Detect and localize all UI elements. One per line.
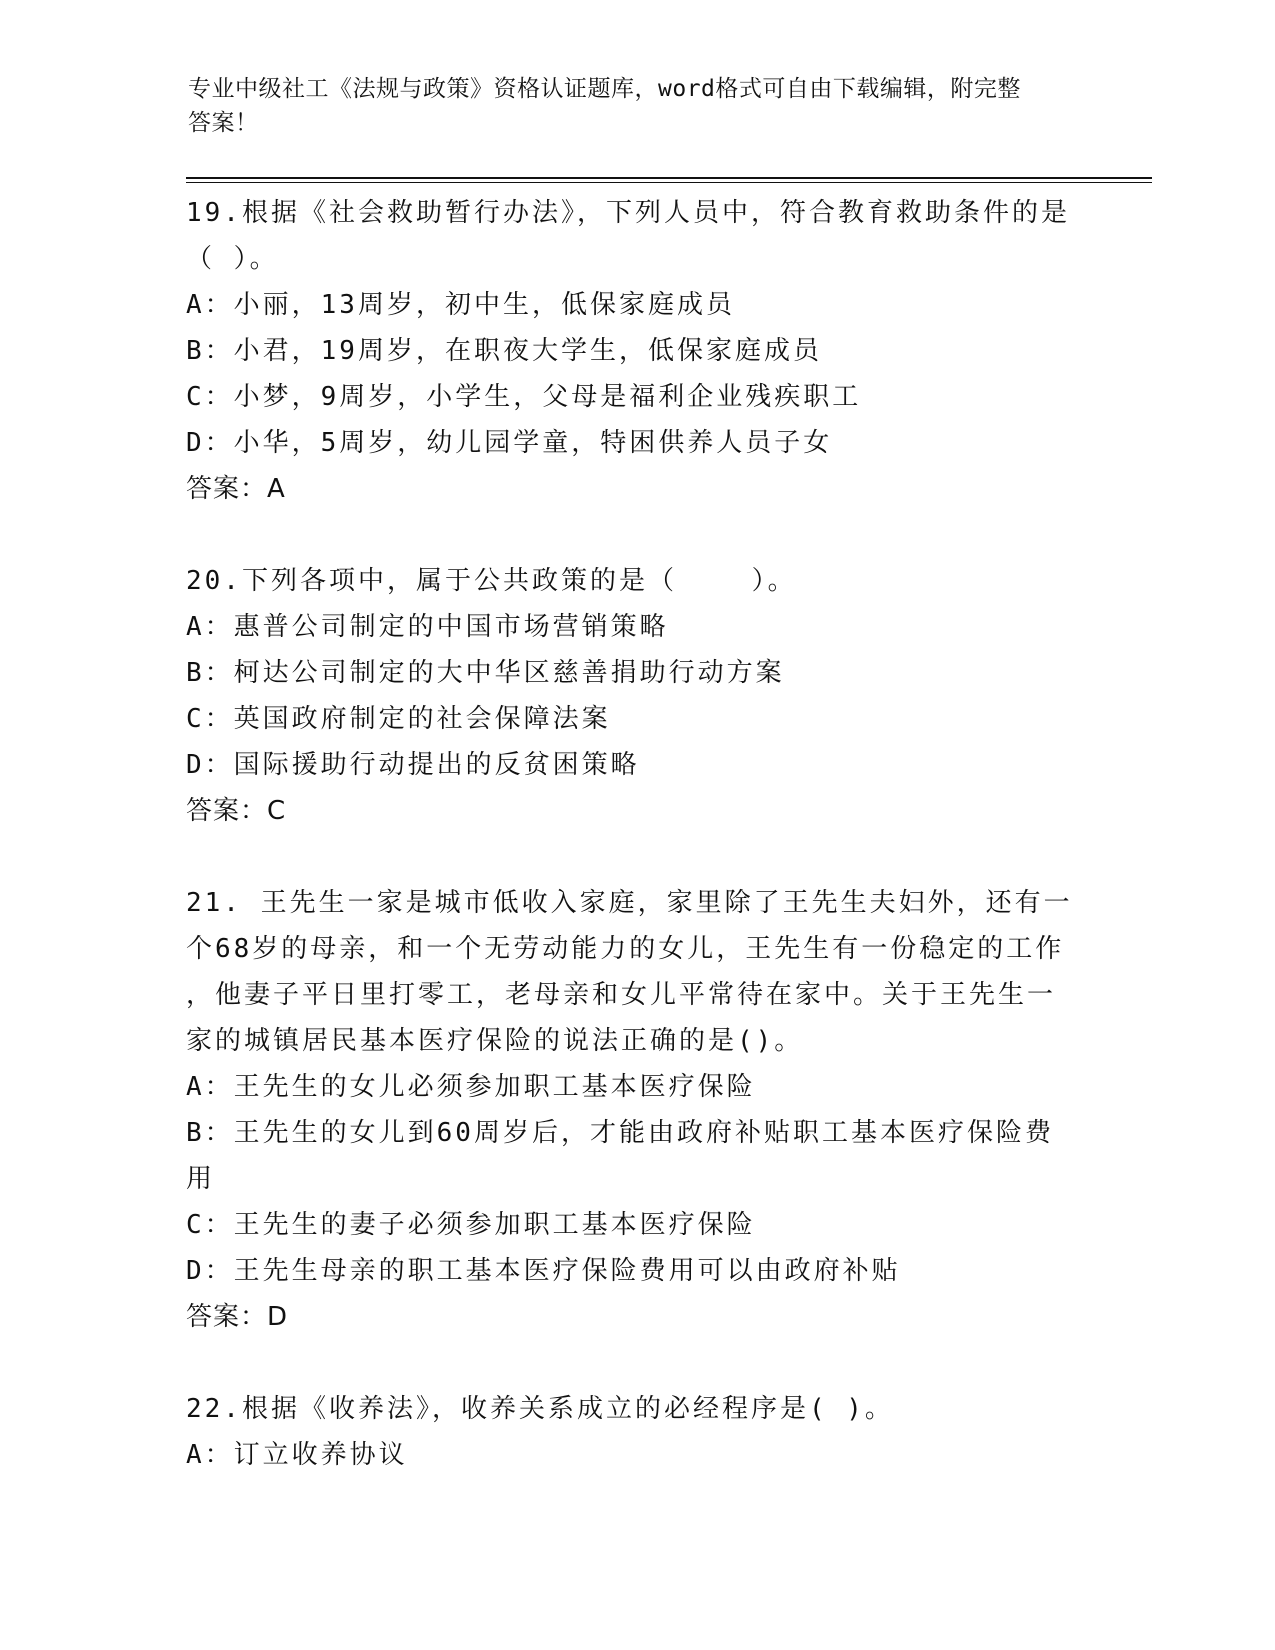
option-a: A：惠普公司制定的中国市场营销策略 <box>186 612 669 642</box>
question-stem-line: 21. 王先生一家是城市低收入家庭，家里除了王先生夫妇外，还有一 <box>186 888 1073 918</box>
option-c: C：小梦，9周岁，小学生，父母是福利企业残疾职工 <box>186 382 862 412</box>
option-d: D：小华，5周岁，幼儿园学童，特困供养人员子女 <box>186 428 833 458</box>
header-line-2: 答案！ <box>188 110 259 136</box>
option-a: A：订立收养协议 <box>186 1440 408 1470</box>
header-divider-thin <box>186 182 1152 183</box>
answer-label: 答案：D <box>186 1302 289 1332</box>
answer-label: 答案：A <box>186 474 286 504</box>
option-c: C：英国政府制定的社会保障法案 <box>186 704 611 734</box>
header-divider-thick <box>186 177 1152 179</box>
question-list <box>186 190 1086 1524</box>
question-stem-line: 19.根据《社会救助暂行办法》，下列人员中，符合教育救助条件的是 <box>186 198 1070 228</box>
option-d: D：王先生母亲的职工基本医疗保险费用可以由政府补贴 <box>186 1256 901 1286</box>
option-d: D：国际援助行动提出的反贫困策略 <box>186 750 640 780</box>
option-b: B：柯达公司制定的大中华区慈善捐助行动方案 <box>186 658 785 688</box>
question-20 <box>186 558 1086 834</box>
header-line-1: 专业中级社工《法规与政策》资格认证题库，word格式可自由下载编辑，附完整 <box>188 76 1021 102</box>
option-a: A：王先生的女儿必须参加职工基本医疗保险 <box>186 1072 756 1102</box>
document-header <box>188 72 1068 140</box>
question-22 <box>186 1386 1086 1478</box>
question-21 <box>186 880 1086 1340</box>
question-stem-line: ，他妻子平日里打零工，老母亲和女儿平常待在家中。关于王先生一 <box>186 980 1057 1010</box>
question-stem-line: 家的城镇居民基本医疗保险的说法正确的是()。 <box>186 1026 804 1056</box>
option-b: B：小君，19周岁，在职夜大学生，低保家庭成员 <box>186 336 822 366</box>
question-19 <box>186 190 1086 512</box>
option-a: A：小丽，13周岁，初中生，低保家庭成员 <box>186 290 735 320</box>
question-stem-line: 个68岁的母亲，和一个无劳动能力的女儿，王先生有一份稳定的工作 <box>186 934 1065 964</box>
question-stem-line: 20.下列各项中，属于公共政策的是（ ）。 <box>186 566 797 596</box>
option-b: B：王先生的女儿到60周岁后，才能由政府补贴职工基本医疗保险费 <box>186 1118 1054 1148</box>
option-c: C：王先生的妻子必须参加职工基本医疗保险 <box>186 1210 756 1240</box>
option-b-continued: 用 <box>186 1164 216 1194</box>
answer-label: 答案：C <box>186 796 287 826</box>
question-stem-line: （ ）。 <box>186 244 279 274</box>
question-stem-line: 22.根据《收养法》，收养关系成立的必经程序是( )。 <box>186 1394 894 1424</box>
